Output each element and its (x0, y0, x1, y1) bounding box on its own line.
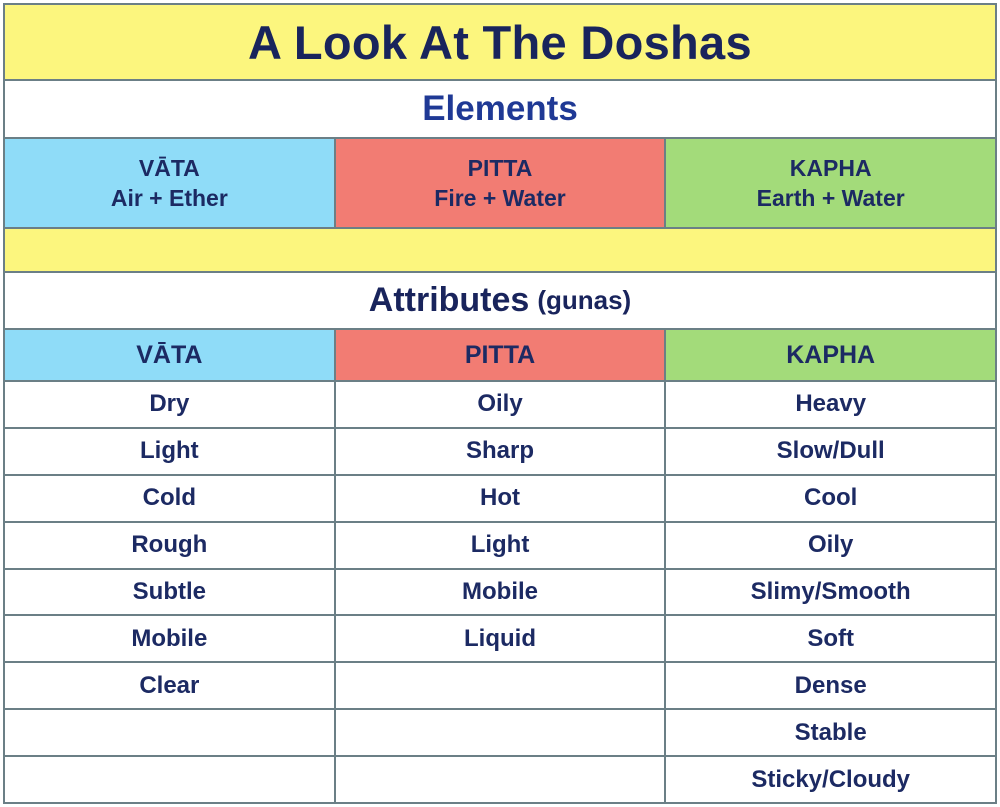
attributes-heading-row (5, 273, 995, 330)
kapha-attribute: Dense (794, 671, 867, 699)
table-row (5, 382, 995, 429)
pitta-attribute (336, 710, 667, 755)
pitta-attribute: Oily (336, 382, 667, 427)
table-row (5, 570, 995, 617)
vata-attribute: Clear (5, 663, 336, 708)
table-row (5, 710, 995, 757)
pitta-elements-cell (336, 139, 667, 227)
elements-heading-row (5, 81, 995, 139)
kapha-elements: Earth + Water (756, 185, 905, 211)
attributes-heading: Attributes (368, 281, 530, 319)
vata-name: VĀTA (138, 155, 200, 181)
kapha-attribute: Slow/Dull (776, 437, 885, 465)
pitta-attribute: Mobile (336, 570, 667, 615)
pitta-elements: Fire + Water (434, 185, 566, 211)
pitta-name: PITTA (467, 155, 533, 181)
vata-attribute: Mobile (5, 616, 336, 661)
vata-elements: Air + Ether (110, 185, 228, 211)
vata-attribute: Subtle (5, 570, 336, 615)
kapha-attribute: Sticky/Cloudy (751, 765, 911, 793)
pitta-attribute: Liquid (336, 616, 667, 661)
pitta-attribute: Sharp (336, 429, 667, 474)
page-title: A Look At The Doshas (248, 15, 752, 69)
vata-attribute (5, 710, 336, 755)
kapha-attribute: Soft (807, 624, 854, 652)
table-row (5, 757, 995, 802)
vata-attribute: Dry (5, 382, 336, 427)
title-row (5, 5, 995, 81)
kapha-attribute: Oily (808, 531, 854, 559)
elements-row (5, 139, 995, 229)
kapha-attribute: Slimy/Smooth (750, 578, 911, 605)
attributes-column-headers (5, 330, 995, 382)
table-row (5, 616, 995, 663)
table-row (5, 476, 995, 523)
elements-heading: Elements (422, 89, 578, 128)
column-header-vata: VĀTA (5, 330, 336, 380)
doshas-table (3, 3, 997, 804)
column-header-pitta: PITTA (336, 330, 667, 380)
table-row (5, 663, 995, 710)
kapha-attribute: Stable (794, 718, 867, 746)
vata-attribute: Rough (5, 523, 336, 568)
table-row (5, 523, 995, 570)
pitta-attribute: Hot (336, 476, 667, 521)
attributes-subheading: (gunas) (537, 285, 632, 315)
vata-elements-cell (5, 139, 336, 227)
vata-attribute: Light (5, 429, 336, 474)
column-header-kapha: KAPHA (666, 330, 995, 380)
kapha-name: KAPHA (789, 155, 872, 181)
vata-attribute (5, 757, 336, 802)
pitta-attribute (336, 757, 667, 802)
pitta-attribute (336, 663, 667, 708)
table-row (5, 429, 995, 476)
yellow-spacer-band (5, 229, 995, 273)
vata-attribute: Cold (5, 476, 336, 521)
kapha-elements-cell (666, 139, 995, 227)
pitta-attribute: Light (336, 523, 667, 568)
kapha-attribute: Heavy (795, 390, 867, 418)
kapha-attribute: Cool (804, 484, 858, 512)
